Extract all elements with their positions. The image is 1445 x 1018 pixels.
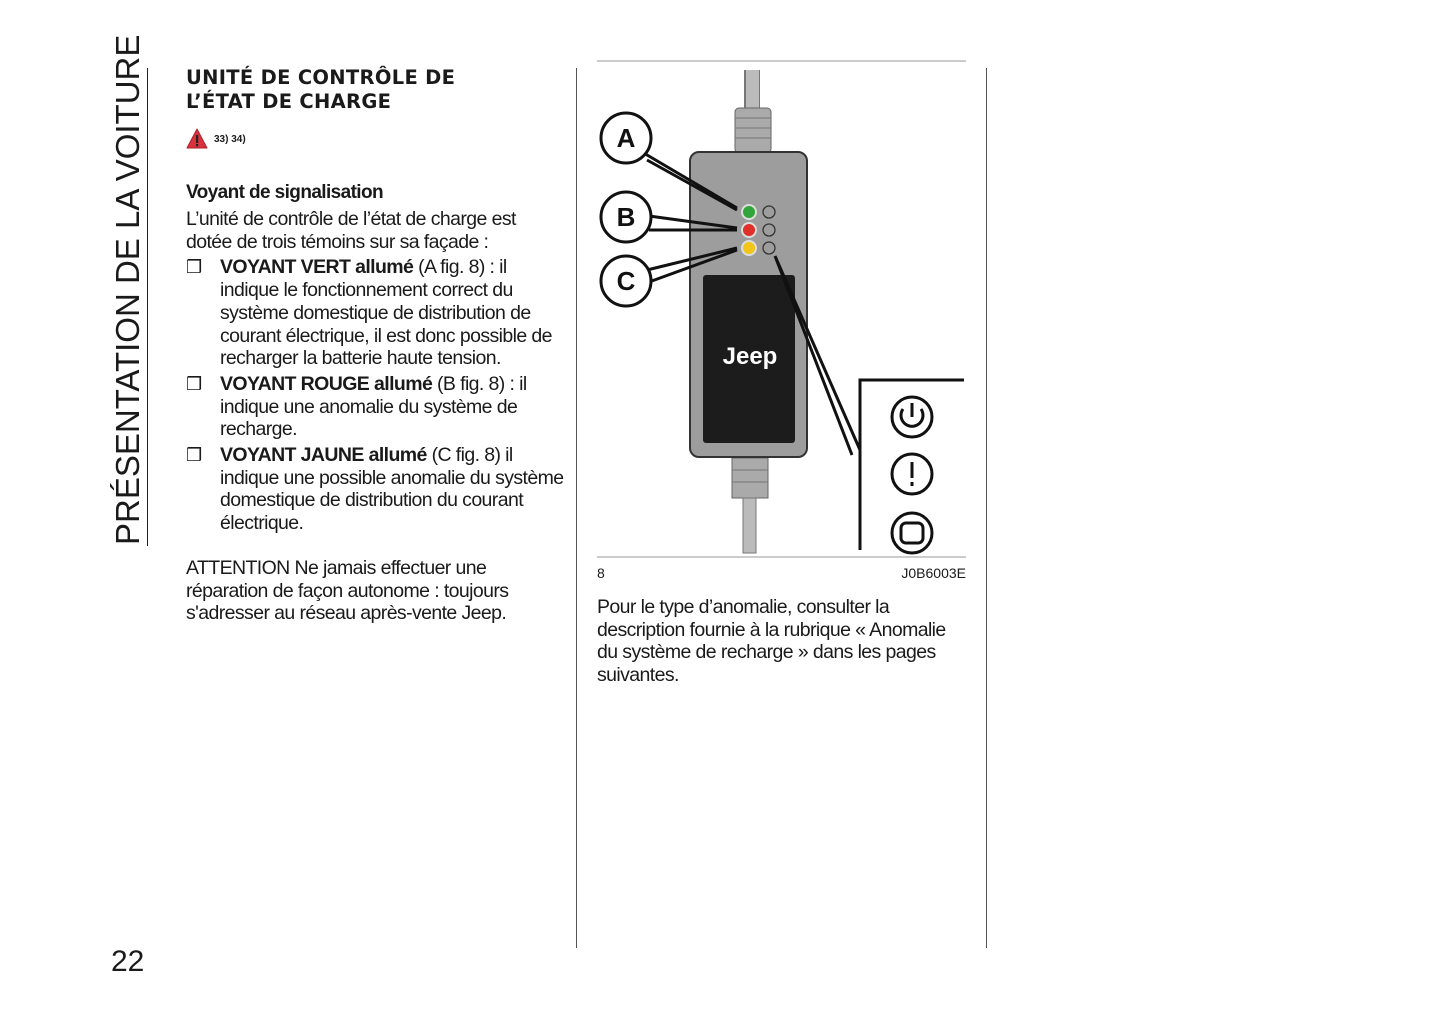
side-section-title: PRÉSENTATION DE LA VOITURE (109, 34, 146, 545)
callout-a: A (616, 123, 636, 153)
item-text: (A fig. 8) : il indique le fonctionnement correct du système domestique de distribution de courant électrique, il est donc possible de recharger la batterie haute tension. (220, 256, 552, 370)
brand-logo: Jeep (722, 343, 778, 370)
list-item (186, 373, 566, 441)
figure-8 (597, 60, 966, 558)
side-divider (147, 68, 148, 546)
symbol-legend (892, 397, 932, 553)
column-divider (576, 68, 577, 948)
warning-refs (186, 128, 566, 150)
item-text: (C fig. 8) il indique une possible anomalie du système domestique de distribution du courant électrique. (220, 444, 564, 535)
charge-control-unit-illustration (597, 60, 966, 558)
yellow-led (742, 241, 756, 255)
attention-text: ATTENTION Ne jamais effectuer une réparation de façon autonome : toujours s'adresser au réseau après-vente Jeep. (186, 556, 509, 625)
bullet-icon: ❒ (186, 445, 202, 466)
subheading: Voyant de signalisation (186, 182, 384, 203)
anomaly-text: Pour le type d’anomalie, consulter la description fournie à la rubrique « Anomalie du système de recharge » dans les pages suivantes. (597, 596, 946, 687)
green-led (742, 205, 756, 219)
bullet-icon: ❒ (186, 373, 202, 394)
item-text: (B fig. 8) : il indique une anomalie du système de recharge. (220, 372, 527, 441)
red-led (742, 223, 756, 237)
callout-b: B (616, 202, 636, 232)
warning-ref-text: 33) 34) (214, 133, 246, 145)
item-bold: VOYANT VERT allumé (220, 256, 414, 279)
item-bold: VOYANT ROUGE allumé (220, 372, 433, 395)
outlet-icon (892, 513, 932, 553)
left-column (186, 66, 566, 625)
page-number: 22 (111, 945, 145, 978)
callout-c: C (616, 266, 636, 296)
right-column (597, 596, 966, 687)
title-line: UNITÉ DE CONTRÔLE DE (186, 66, 456, 89)
warning-triangle-icon (186, 128, 208, 150)
figure-number: 8 (597, 565, 605, 581)
figure-code: J0B6003E (901, 565, 966, 581)
list-item (186, 444, 566, 535)
item-bold: VOYANT JAUNE allumé (220, 444, 427, 467)
section-title (186, 66, 566, 114)
intro-text: L’unité de contrôle de l’état de charge est dotée de trois témoins sur sa façade : (186, 208, 516, 253)
column-divider-right (986, 68, 987, 948)
list-item (186, 256, 566, 370)
title-line: L’ÉTAT DE CHARGE (186, 90, 392, 113)
bullet-icon: ❒ (186, 257, 202, 278)
